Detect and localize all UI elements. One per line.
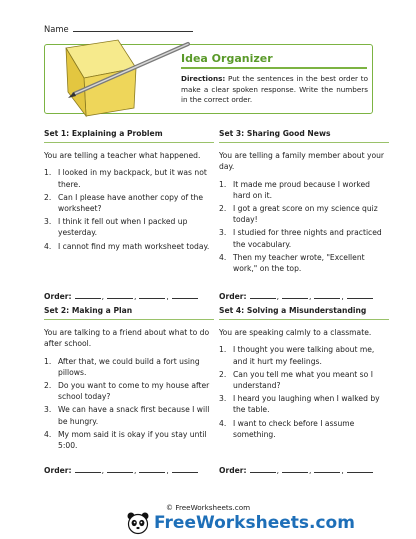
set-title: Set 1: Explaining a Problem: [44, 129, 163, 138]
order-label: Order:: [219, 292, 247, 301]
name-field[interactable]: [44, 23, 193, 34]
list-item: 2. Can I please have another copy of the worksheet?: [44, 192, 204, 214]
set-prompt: You are speaking calmly to a classmate.: [219, 328, 372, 338]
order-answer-set-2[interactable]: Order: , , ,: [44, 465, 198, 475]
set-prompt: You are telling a family member about your day.: [219, 151, 385, 172]
list-item: 3. I studied for three nights and practiced the vocabulary.: [219, 228, 382, 249]
list-item: 3. I heard you laughing when I walked by the table.: [219, 394, 380, 415]
list-item: 3. I think it fell out when I packed up yesterday.: [44, 217, 188, 238]
directions-label: Directions:: [181, 74, 226, 83]
set-prompt: You are talking to a friend about what to do after school.: [44, 328, 210, 349]
name-label: Name: [44, 24, 69, 34]
list-item: 1. It made me proud because I worked hard on it.: [219, 179, 370, 200]
set-divider: [219, 142, 389, 143]
set-prompt: You are telling a teacher what happened.: [44, 151, 201, 161]
copyright-link[interactable]: © FreeWorksheets.com: [165, 503, 251, 512]
set-title: Set 4: Solving a Misunderstanding: [219, 306, 367, 315]
set-divider: [44, 319, 214, 320]
order-answer-set-3[interactable]: Order: , , ,: [219, 291, 373, 301]
sticky-note-pen-illustration: [48, 34, 198, 124]
panda-icon: [126, 511, 150, 535]
set-divider: [219, 319, 389, 320]
set-4: [219, 305, 389, 442]
list-item: 1. I thought you were talking about me, and it hurt my feelings.: [219, 345, 375, 366]
set-title: Set 2: Making a Plan: [44, 306, 133, 315]
order-label: Order:: [44, 292, 72, 301]
order-label: Order:: [44, 466, 72, 475]
set-2: [44, 305, 214, 453]
list-item: 2. Can you tell me what you meant so I understand?: [219, 369, 373, 391]
set-1: [44, 128, 214, 254]
name-line[interactable]: [73, 23, 193, 32]
set-title: Set 3: Sharing Good News: [219, 129, 331, 138]
order-answer-set-4[interactable]: Order: , , ,: [219, 465, 373, 475]
list-item: 4. Then my teacher wrote, "Excellent work," on the top.: [219, 252, 365, 274]
set-divider: [44, 142, 214, 143]
worksheet-title: Idea Organizer: [181, 52, 273, 65]
order-answer-set-1[interactable]: Order: , , ,: [44, 291, 198, 301]
directions: [181, 74, 368, 106]
list-item: 2. I got a great score on my science quiz today!: [219, 204, 378, 225]
list-item: 4. My mom said it is okay if you stay until 5:00.: [44, 429, 207, 451]
list-item: 1. I looked in my backpack, but it was not there.: [44, 168, 207, 189]
list-item: 4. I cannot find my math worksheet today.: [44, 241, 210, 251]
directions-text: Put the sentences in the best order to make a clear spoken response. Write the numbers in the correct order.: [181, 74, 368, 104]
list-item: 2. Do you want to come to my house after school today?: [44, 381, 210, 402]
brand-logo[interactable]: [126, 511, 355, 535]
order-label: Order:: [219, 466, 247, 475]
brand-name: FreeWorksheets.com: [154, 513, 355, 533]
list-item: 4. I want to check before I assume something.: [219, 418, 355, 439]
set-3: [219, 128, 389, 276]
list-item: 3. We can have a snack first because I will be hungry.: [44, 405, 210, 426]
list-item: 1. After that, we could build a fort using pillows.: [44, 356, 200, 377]
title-divider: [181, 67, 367, 69]
